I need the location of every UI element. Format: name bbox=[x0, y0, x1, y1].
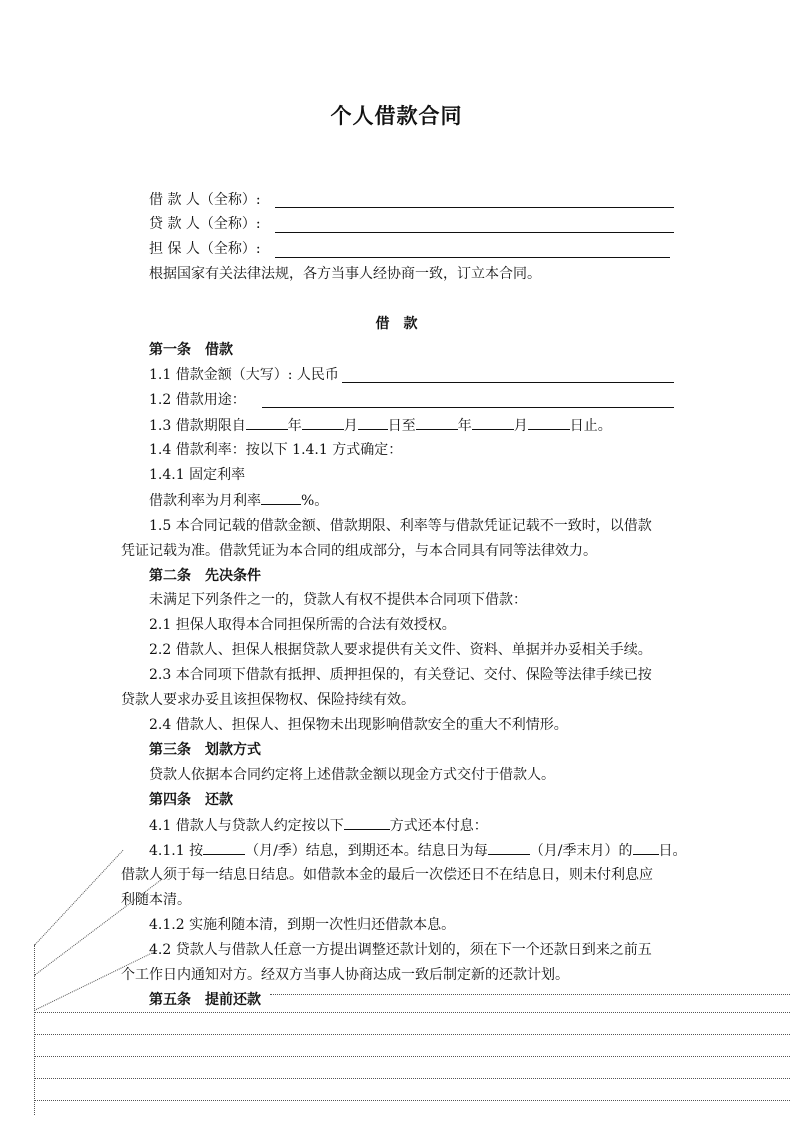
clause-4-1-1-mid: （月/季）结息，到期还本。结息日为每 bbox=[245, 843, 488, 859]
month-label: 月 bbox=[513, 418, 528, 434]
clause-1-3-text: 1.3 借款期限自 bbox=[149, 418, 246, 434]
article2-heading: 第二条 先决条件 bbox=[149, 568, 261, 584]
fold-dotted-line bbox=[34, 1078, 790, 1079]
clause-1-4-1: 1.4.1 固定利率 bbox=[149, 467, 246, 483]
clause-1-5-line2: 凭证记载为准。借款凭证为本合同的组成部分，与本合同具有同等法律效力。 bbox=[121, 543, 597, 559]
loan-amount-line bbox=[342, 382, 674, 383]
percent-label: %。 bbox=[301, 493, 329, 509]
rate-blank bbox=[261, 490, 301, 505]
section-heading: 借 款 bbox=[375, 316, 418, 332]
clause-4-2-line1: 4.2 贷款人与借款人任意一方提出调整还款计划的，须在下一个还款日到来之前五 bbox=[149, 942, 652, 958]
clause-2-3-line2: 贷款人要求办妥且该担保物权、保险持续有效。 bbox=[121, 692, 415, 708]
clause-2-3-line1: 2.3 本合同项下借款有抵押、质押担保的，有关登记、交付、保险等法律手续已按 bbox=[149, 667, 652, 683]
guarantor-name-line bbox=[275, 257, 670, 258]
article1-heading: 第一条 借款 bbox=[149, 342, 233, 358]
clause-2-1: 2.1 担保人取得本合同担保所需的合法有效授权。 bbox=[149, 617, 456, 633]
clause-4-1-1-line3: 利随本清。 bbox=[121, 892, 191, 908]
lender-name-line bbox=[275, 232, 674, 233]
repayment-method-blank bbox=[344, 815, 390, 830]
clause-2-4: 2.4 借款人、担保人、担保物未出现影响借款安全的重大不利情形。 bbox=[149, 717, 568, 733]
fold-diagonal-2 bbox=[34, 879, 162, 976]
article3-heading: 第三条 划款方式 bbox=[149, 742, 261, 758]
day-to-label: 日至 bbox=[387, 418, 416, 434]
interest-day-blank bbox=[633, 840, 659, 855]
clause-4-1-1-text: 4.1.1 按 bbox=[149, 843, 204, 859]
borrower-label: 借 款 人（全称）: bbox=[149, 192, 261, 208]
contract-title: 个人借款合同 bbox=[330, 103, 463, 128]
clause-1-4: 1.4 借款利率：按以下 1.4.1 方式确定： bbox=[149, 442, 403, 458]
article2-intro: 未满足下列条件之一的，贷款人有权不提供本合同项下借款： bbox=[149, 592, 527, 608]
monthly-rate bbox=[149, 490, 328, 511]
clause-1-3 bbox=[149, 415, 612, 436]
interest-period-blank bbox=[203, 840, 245, 855]
borrower-name-line bbox=[275, 207, 674, 208]
clause-4-1 bbox=[149, 815, 488, 836]
fold-dotted-line bbox=[34, 1100, 790, 1101]
end-day-blank bbox=[528, 415, 570, 430]
year-label: 年 bbox=[287, 418, 302, 434]
interest-date-blank bbox=[488, 840, 530, 855]
clause-4-1-suffix: 方式还本付息： bbox=[389, 818, 488, 834]
article3-text: 贷款人依据本合同约定将上述借款金额以现金方式交付于借款人。 bbox=[149, 767, 555, 783]
clause-1-2: 1.2 借款用途： bbox=[149, 392, 246, 408]
month-label: 月 bbox=[343, 418, 358, 434]
end-year-blank bbox=[416, 415, 458, 430]
monthly-rate-label: 借款利率为月利率 bbox=[149, 493, 261, 509]
fold-dotted-line bbox=[270, 994, 790, 995]
clause-4-1-2: 4.1.2 实施利随本清，到期一次性归还借款本息。 bbox=[149, 917, 456, 933]
start-month-blank bbox=[302, 415, 344, 430]
start-day-blank bbox=[358, 415, 388, 430]
clause-4-1-1-mid2: （月/季末月）的 bbox=[529, 843, 633, 859]
article5-heading: 第五条 提前还款 bbox=[149, 992, 261, 1008]
fold-dotted-line bbox=[34, 1012, 790, 1013]
fold-diagonal-1 bbox=[34, 850, 123, 946]
clause-1-5-line1: 1.5 本合同记载的借款金额、借款期限、利率等与借款凭证记载不一致时，以借款 bbox=[149, 518, 652, 534]
clause-4-1-1-end: 日。 bbox=[658, 843, 687, 859]
clause-4-1-1 bbox=[149, 840, 687, 861]
preamble: 根据国家有关法律法规，各方当事人经协商一致，订立本合同。 bbox=[149, 266, 541, 282]
clause-2-2: 2.2 借款人、担保人根据贷款人要求提供有关文件、资料、单据并办妥相关手续。 bbox=[149, 642, 652, 658]
clause-1-1: 1.1 借款金额（大写）: 人民币 bbox=[149, 367, 339, 383]
guarantor-label: 担 保 人（全称）: bbox=[149, 241, 261, 257]
fold-dotted-line bbox=[34, 1056, 790, 1057]
end-month-blank bbox=[472, 415, 514, 430]
clause-4-2-line2: 个工作日内通知对方。经双方当事人协商达成一致后制定新的还款计划。 bbox=[121, 967, 569, 983]
fold-dotted-line bbox=[34, 1034, 790, 1035]
start-year-blank bbox=[246, 415, 288, 430]
day-end-label: 日止。 bbox=[569, 418, 612, 434]
clause-4-1-text: 4.1 借款人与贷款人约定按以下 bbox=[149, 818, 344, 834]
lender-label: 贷 款 人（全称）: bbox=[149, 216, 261, 232]
clause-4-1-1-line2: 借款人须于每一结息日结息。如借款本金的最后一次偿还日不在结息日，则未付利息应 bbox=[121, 867, 653, 883]
article4-heading: 第四条 还款 bbox=[149, 792, 233, 808]
fold-edge-left bbox=[34, 945, 35, 1115]
year-label: 年 bbox=[457, 418, 472, 434]
loan-purpose-line bbox=[262, 407, 674, 408]
